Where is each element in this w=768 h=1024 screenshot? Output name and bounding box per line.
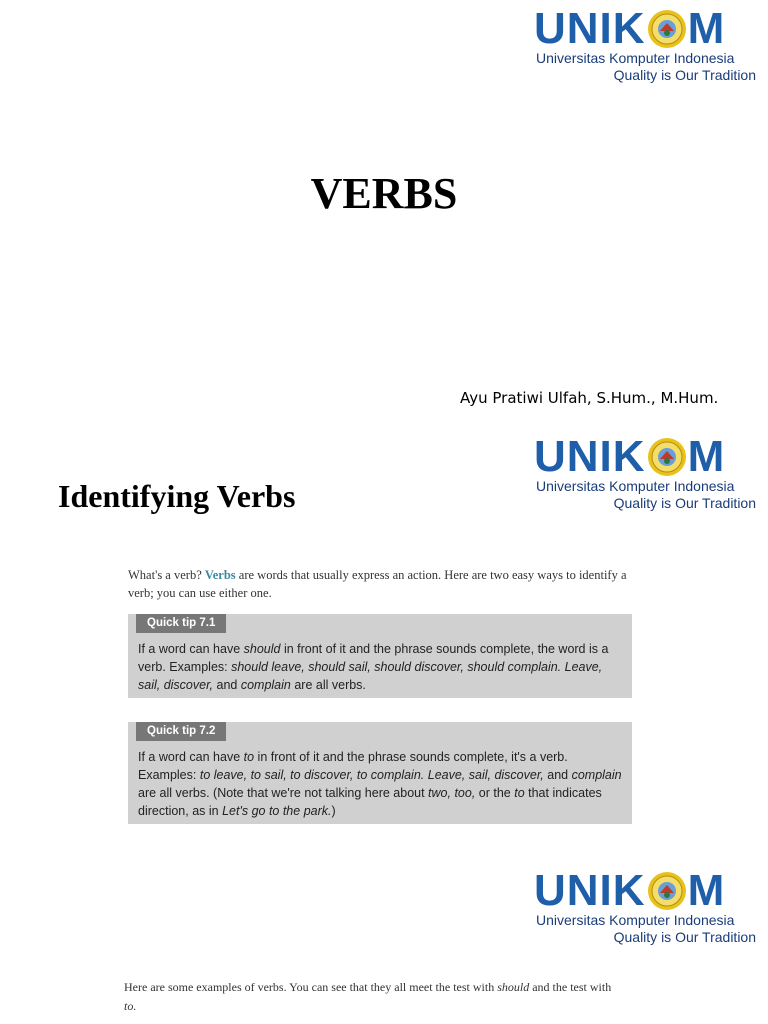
tip-italic-span: to leave, to sail, to discover, to complain. Leave, sail, discover, xyxy=(199,768,544,782)
examples-text-span: and the test with xyxy=(529,980,612,994)
tip-italic-span: complain xyxy=(240,678,291,692)
tip-text-span: that indicates direction, as in xyxy=(138,786,602,818)
author-name: Ayu Pratiwi Ulfah, S.Hum., M.Hum. xyxy=(460,389,719,407)
tip-text-span: are all verbs. (Note that we're not talking here about xyxy=(138,786,429,800)
tip-text-span: ) xyxy=(331,804,336,818)
logo-tagline: Quality is Our Tradition xyxy=(613,929,756,945)
intro-keyword: Verbs xyxy=(204,568,236,582)
identifying-verbs-slide xyxy=(0,420,768,860)
seal-icon xyxy=(647,437,687,477)
logo-word-left: UNIK xyxy=(534,432,646,481)
slide-title: VERBS xyxy=(310,169,458,218)
logo-wordmark xyxy=(534,866,726,915)
logo-tagline: Quality is Our Tradition xyxy=(613,495,756,511)
tip-text-span: in front of it and the phrase sounds complete, the word is a verb. Examples: xyxy=(138,642,609,674)
examples-italic-span: to. xyxy=(124,999,137,1013)
logo-word-left: UNIK xyxy=(534,866,646,915)
logo-wordmark xyxy=(534,4,726,53)
tip-text-span: If a word can have xyxy=(138,750,244,764)
quick-tip-text xyxy=(138,640,622,694)
tip-italic-span: Let's go to the park. xyxy=(222,804,332,818)
intro-text: What's a verb? xyxy=(128,568,205,582)
logo-word-right: M xyxy=(687,4,726,53)
examples-italic-span: should xyxy=(497,980,530,994)
unikom-logo xyxy=(534,4,756,84)
logo-word-right: M xyxy=(687,432,726,481)
quick-tip-box xyxy=(128,722,632,824)
logo-wordmark xyxy=(534,432,726,481)
tip-italic-span: complain xyxy=(571,768,622,782)
logo-word-left: UNIK xyxy=(534,4,646,53)
intro-paragraph xyxy=(128,566,638,602)
quick-tip-box xyxy=(128,614,632,698)
tip-text-span: or the xyxy=(475,786,515,800)
slide-title: Identifying Verbs xyxy=(58,478,296,514)
tip-text-span: and xyxy=(543,768,572,782)
tip-italic-span: two, too, xyxy=(428,786,476,800)
logo-subtitle: Universitas Komputer Indonesia xyxy=(536,912,735,928)
unikom-logo xyxy=(534,866,756,946)
tip-text-span: and xyxy=(213,678,241,692)
logo-subtitle: Universitas Komputer Indonesia xyxy=(536,478,735,494)
tip-italic-span: should xyxy=(243,642,281,656)
tip-text-span: are all verbs. xyxy=(290,678,366,692)
verb-examples-slide xyxy=(0,860,768,1024)
quick-tip-label: Quick tip 7.2 xyxy=(136,722,226,741)
quick-tip-text xyxy=(138,748,622,820)
logo-word-right: M xyxy=(687,866,726,915)
unikom-logo xyxy=(534,432,756,512)
tip-text-span: If a word can have xyxy=(138,642,244,656)
seal-icon xyxy=(647,9,687,49)
examples-paragraph xyxy=(124,978,624,1016)
tip-italic-span: to xyxy=(243,750,255,764)
tip-italic-span: to xyxy=(514,786,525,800)
tip-italic-span: should leave, should sail, should discover, should complain. Leave, sail, discover, xyxy=(138,660,603,692)
title-slide xyxy=(0,0,768,420)
logo-tagline: Quality is Our Tradition xyxy=(613,67,756,83)
seal-icon xyxy=(647,871,687,911)
tip-text-span: in front of it and the phrase sounds complete, it's a verb. Examples: xyxy=(138,750,568,782)
examples-text-span: Here are some examples of verbs. You can see that they all meet the test with xyxy=(124,980,498,994)
logo-subtitle: Universitas Komputer Indonesia xyxy=(536,50,735,66)
intro-text: are words that usually express an action. Here are two easy ways to identify a verb; you can use either one. xyxy=(128,568,627,600)
quick-tip-label: Quick tip 7.1 xyxy=(136,614,226,633)
